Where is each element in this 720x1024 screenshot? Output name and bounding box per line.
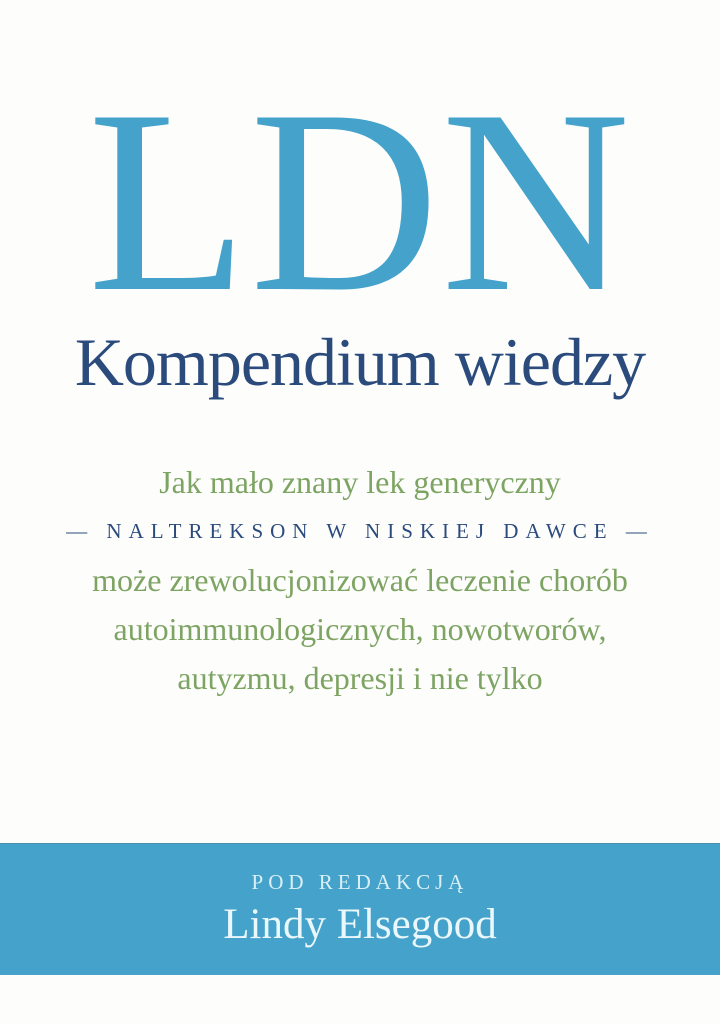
- book-subtitle: Kompendium wiedzy: [74, 324, 646, 400]
- tagline-line-3: może zrewolucjonizować leczenie chorób: [92, 562, 628, 598]
- editor-banner: [0, 843, 720, 975]
- tagline-line-4: autoimmunologicznych, nowotworów,: [113, 611, 607, 647]
- book-title: LDN: [87, 56, 633, 346]
- tagline-line-2-drug-name: — NALTREKSON W NISKIEJ DAWCE —: [66, 519, 654, 543]
- tagline-line-1: Jak mało znany lek generyczny: [159, 464, 561, 500]
- tagline-line-5: autyzmu, depresji i nie tylko: [177, 660, 543, 696]
- editor-label: POD REDAKCJĄ: [251, 870, 469, 894]
- tagline-block: [0, 458, 720, 703]
- editor-name: Lindy Elsegood: [223, 901, 497, 949]
